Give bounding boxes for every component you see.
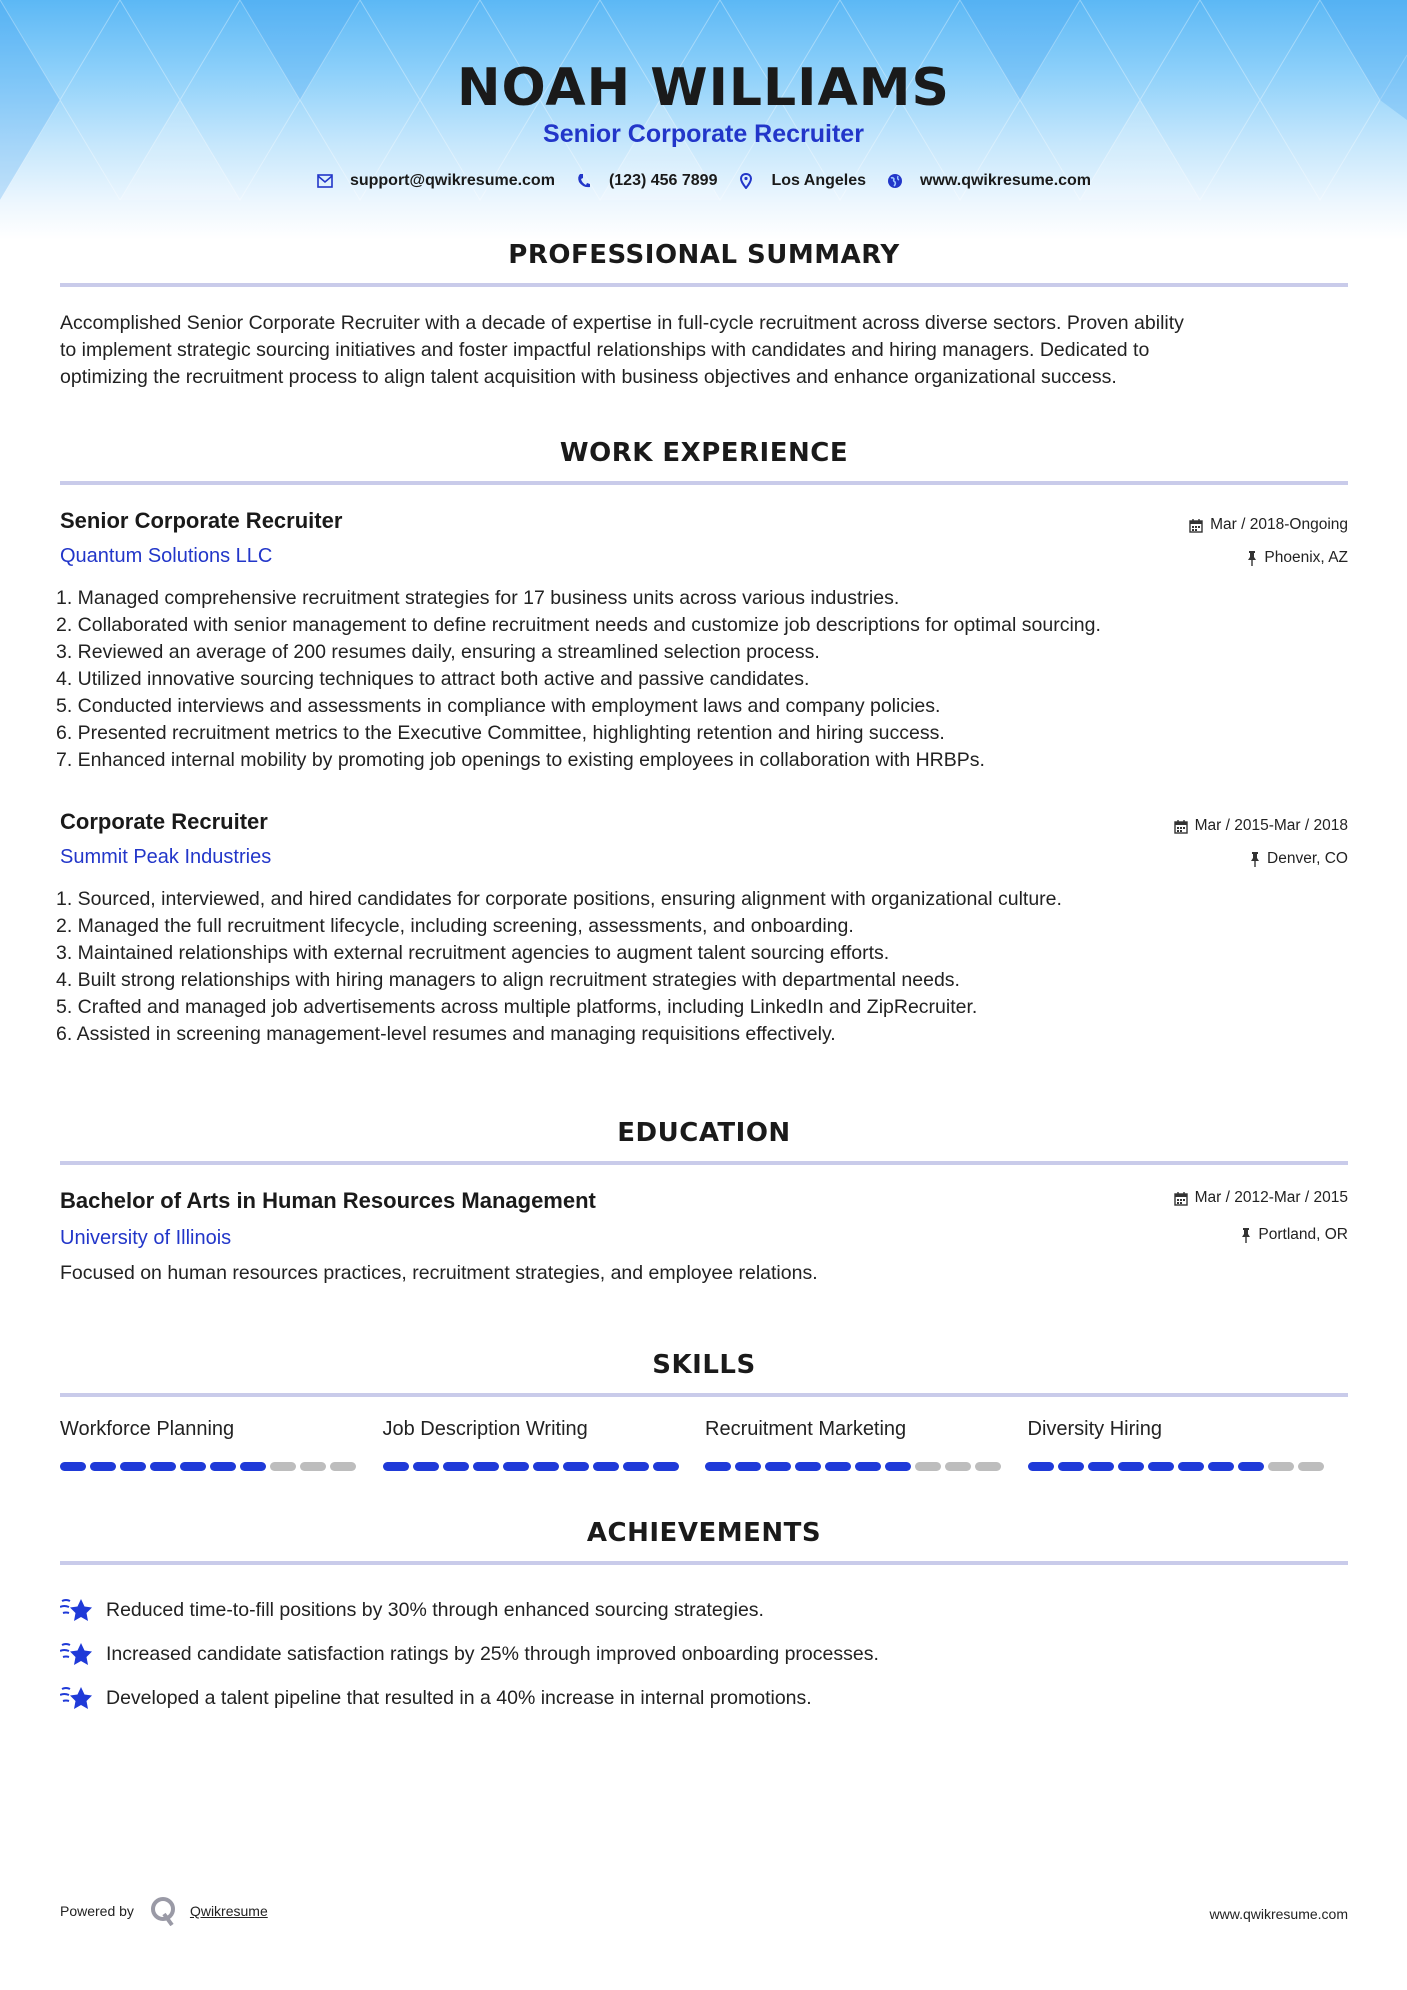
qwikresume-link[interactable]: Qwikresume bbox=[189, 1903, 268, 1919]
skill-segment-filled bbox=[1208, 1462, 1234, 1471]
skill-item bbox=[1028, 1418, 1351, 1471]
skill-segment-empty bbox=[270, 1462, 296, 1471]
job-dates-text: Mar / 2015-Mar / 2018 bbox=[1194, 817, 1348, 834]
skill-segment-empty bbox=[945, 1462, 971, 1471]
job-bullet: 5. Conducted interviews and assessments in compliance with employment laws and company policies. bbox=[56, 695, 941, 717]
map-pin-icon bbox=[737, 172, 755, 190]
education-description: Focused on human resources practices, recruitment strategies, and employee relations. bbox=[60, 1262, 818, 1284]
skill-segment-filled bbox=[533, 1462, 559, 1471]
education-location bbox=[1241, 1226, 1348, 1244]
candidate-title: Senior Corporate Recruiter bbox=[543, 120, 864, 148]
skill-name: Workforce Planning bbox=[60, 1418, 235, 1440]
job-bullet: 6. Presented recruitment metrics to the Executive Committee, highlighting retention and hiring success. bbox=[56, 722, 945, 744]
job-dates bbox=[1189, 516, 1348, 534]
section-title-education: EDUCATION bbox=[617, 1118, 791, 1148]
contact-website-text: www.qwikresume.com bbox=[920, 172, 1092, 189]
skill-segment-filled bbox=[1058, 1462, 1084, 1471]
job-bullets bbox=[56, 585, 1356, 774]
skill-segment-filled bbox=[413, 1462, 439, 1471]
summary-line: optimizing the recruitment process to align talent acquisition with business objectives and enhance organizational success. bbox=[60, 366, 1117, 388]
job-location bbox=[1250, 850, 1348, 868]
shooting-star-icon bbox=[60, 1684, 94, 1712]
skill-segment-filled bbox=[180, 1462, 206, 1471]
contact-website[interactable] bbox=[886, 172, 1091, 190]
job-title: Senior Corporate Recruiter bbox=[60, 508, 343, 533]
summary-line: Accomplished Senior Corporate Recruiter with a decade of expertise in full-cycle recruitment across diverse sectors. Proven ability bbox=[60, 312, 1184, 334]
section-title-achievements: ACHIEVEMENTS bbox=[586, 1518, 822, 1548]
job-company: Summit Peak Industries bbox=[60, 846, 272, 868]
skill-segment-empty bbox=[330, 1462, 356, 1471]
contact-location-text: Los Angeles bbox=[771, 172, 867, 189]
skill-segment-filled bbox=[150, 1462, 176, 1471]
skill-segment-filled bbox=[1238, 1462, 1264, 1471]
skill-segment-filled bbox=[653, 1462, 679, 1471]
section-title-skills: SKILLS bbox=[652, 1350, 756, 1380]
skill-segment-filled bbox=[120, 1462, 146, 1471]
shooting-star-icon bbox=[60, 1640, 94, 1668]
skill-segment-filled bbox=[473, 1462, 499, 1471]
achievement-text: Developed a talent pipeline that resulted in a 40% increase in internal promotions. bbox=[106, 1686, 812, 1709]
skill-segment-filled bbox=[383, 1462, 409, 1471]
skill-name: Job Description Writing bbox=[382, 1418, 588, 1440]
achievement-item bbox=[60, 1676, 879, 1720]
job-dates-text: Mar / 2018-Ongoing bbox=[1210, 516, 1348, 533]
section-divider bbox=[60, 283, 1348, 287]
education-degree: Bachelor of Arts in Human Resources Management bbox=[60, 1188, 596, 1213]
section-divider bbox=[60, 1561, 1348, 1565]
footer-website[interactable]: www.qwikresume.com bbox=[1209, 1906, 1348, 1922]
section-title-summary: PROFESSIONAL SUMMARY bbox=[508, 240, 900, 270]
job-title: Corporate Recruiter bbox=[60, 809, 268, 834]
powered-by-label: Powered by bbox=[60, 1903, 134, 1919]
job-location-text: Denver, CO bbox=[1267, 850, 1348, 867]
skill-segment-filled bbox=[1148, 1462, 1174, 1471]
section-divider bbox=[60, 1393, 1348, 1397]
job-bullet: 7. Enhanced internal mobility by promoting job openings to existing employees in collaboration with HRBPs. bbox=[56, 749, 985, 771]
contact-phone-text: (123) 456 7899 bbox=[608, 172, 718, 189]
skill-segment-filled bbox=[855, 1462, 881, 1471]
summary-text bbox=[60, 310, 1350, 391]
candidate-name: NOAH WILLIAMS bbox=[457, 58, 950, 118]
phone-icon bbox=[575, 172, 593, 190]
job-location bbox=[1247, 549, 1348, 567]
section-divider bbox=[60, 1161, 1348, 1165]
skill-rating-bar bbox=[705, 1462, 1028, 1471]
calendar-icon bbox=[1189, 518, 1203, 533]
job-bullet: 1. Managed comprehensive recruitment strategies for 17 business units across various industries. bbox=[56, 587, 900, 609]
job-bullet: 5. Crafted and managed job advertisements across multiple platforms, including LinkedIn and ZipRecruiter. bbox=[56, 996, 978, 1018]
skill-segment-empty bbox=[975, 1462, 1001, 1471]
skill-segment-filled bbox=[735, 1462, 761, 1471]
job-bullets bbox=[56, 886, 1356, 1048]
envelope-icon bbox=[316, 172, 334, 190]
contact-phone[interactable] bbox=[575, 172, 718, 190]
resume-header bbox=[0, 0, 1407, 240]
skill-name: Recruitment Marketing bbox=[705, 1418, 907, 1440]
skills-list bbox=[60, 1418, 1350, 1471]
section-title-experience: WORK EXPERIENCE bbox=[559, 438, 849, 468]
calendar-icon bbox=[1174, 1191, 1188, 1206]
skill-rating-bar bbox=[383, 1462, 706, 1471]
globe-icon bbox=[886, 172, 904, 190]
education-location-text: Portland, OR bbox=[1258, 1226, 1348, 1243]
skill-segment-empty bbox=[1298, 1462, 1324, 1471]
skill-segment-filled bbox=[1178, 1462, 1204, 1471]
achievement-text: Increased candidate satisfaction ratings by 25% through improved onboarding processes. bbox=[106, 1642, 879, 1665]
skill-segment-filled bbox=[240, 1462, 266, 1471]
skill-segment-filled bbox=[210, 1462, 236, 1471]
shooting-star-icon bbox=[60, 1596, 94, 1624]
achievement-item bbox=[60, 1588, 879, 1632]
job-bullet: 3. Maintained relationships with external recruitment agencies to augment talent sourcing efforts. bbox=[56, 942, 890, 964]
job-company: Quantum Solutions LLC bbox=[60, 545, 273, 567]
skill-segment-filled bbox=[795, 1462, 821, 1471]
job-dates bbox=[1174, 817, 1348, 835]
education-dates-text: Mar / 2012-Mar / 2015 bbox=[1194, 1189, 1348, 1206]
skill-item bbox=[60, 1418, 383, 1471]
job-bullet: 4. Built strong relationships with hiring managers to align recruitment strategies with departmental needs. bbox=[56, 969, 960, 991]
skill-segment-filled bbox=[1028, 1462, 1054, 1471]
skill-segment-empty bbox=[1268, 1462, 1294, 1471]
summary-line: to implement strategic sourcing initiatives and foster impactful relationships with candidates and hiring managers. Dedicated to bbox=[60, 339, 1150, 361]
section-divider bbox=[60, 481, 1348, 485]
skill-segment-filled bbox=[1088, 1462, 1114, 1471]
achievement-item bbox=[60, 1632, 879, 1676]
pushpin-icon bbox=[1247, 551, 1257, 566]
skill-segment-empty bbox=[300, 1462, 326, 1471]
contact-email[interactable] bbox=[316, 172, 555, 190]
skill-segment-empty bbox=[915, 1462, 941, 1471]
contact-email-text: support@qwikresume.com bbox=[349, 172, 555, 189]
pushpin-icon bbox=[1250, 852, 1260, 867]
skill-segment-filled bbox=[765, 1462, 791, 1471]
contact-bar bbox=[0, 172, 1407, 190]
footer-powered-by bbox=[60, 1896, 268, 1926]
skill-segment-filled bbox=[705, 1462, 731, 1471]
job-bullet: 4. Utilized innovative sourcing techniques to attract both active and passive candidates. bbox=[56, 668, 810, 690]
pushpin-icon bbox=[1241, 1228, 1251, 1243]
education-dates bbox=[1174, 1189, 1348, 1207]
job-location-text: Phoenix, AZ bbox=[1264, 549, 1348, 566]
skill-item bbox=[705, 1418, 1028, 1471]
skill-segment-filled bbox=[885, 1462, 911, 1471]
skill-segment-filled bbox=[60, 1462, 86, 1471]
calendar-icon bbox=[1174, 819, 1188, 834]
job-bullet: 1. Sourced, interviewed, and hired candidates for corporate positions, ensuring alignment with organizational culture. bbox=[56, 888, 1062, 910]
achievement-text: Reduced time-to-fill positions by 30% through enhanced sourcing strategies. bbox=[106, 1598, 764, 1621]
skill-segment-filled bbox=[563, 1462, 589, 1471]
skill-segment-filled bbox=[825, 1462, 851, 1471]
skill-name: Diversity Hiring bbox=[1027, 1418, 1162, 1440]
skill-segment-filled bbox=[1118, 1462, 1144, 1471]
skill-rating-bar bbox=[60, 1462, 383, 1471]
job-bullet: 3. Reviewed an average of 200 resumes daily, ensuring a streamlined selection process. bbox=[56, 641, 820, 663]
skill-segment-filled bbox=[593, 1462, 619, 1471]
skill-item bbox=[383, 1418, 706, 1471]
skill-segment-filled bbox=[623, 1462, 649, 1471]
skill-segment-filled bbox=[90, 1462, 116, 1471]
job-bullet: 2. Managed the full recruitment lifecycle, including screening, assessments, and onboarding. bbox=[56, 915, 854, 937]
skill-segment-filled bbox=[503, 1462, 529, 1471]
achievements-list bbox=[60, 1588, 879, 1720]
job-bullet: 6. Assisted in screening management-level resumes and managing requisitions effectively. bbox=[56, 1023, 836, 1045]
education-school: University of Illinois bbox=[60, 1227, 232, 1249]
skill-segment-filled bbox=[443, 1462, 469, 1471]
skill-rating-bar bbox=[1028, 1462, 1351, 1471]
qwikresume-logo-icon bbox=[150, 1896, 178, 1926]
contact-location bbox=[737, 172, 866, 190]
job-bullet: 2. Collaborated with senior management to define recruitment needs and customize job descriptions for optimal sourcing. bbox=[56, 614, 1101, 636]
